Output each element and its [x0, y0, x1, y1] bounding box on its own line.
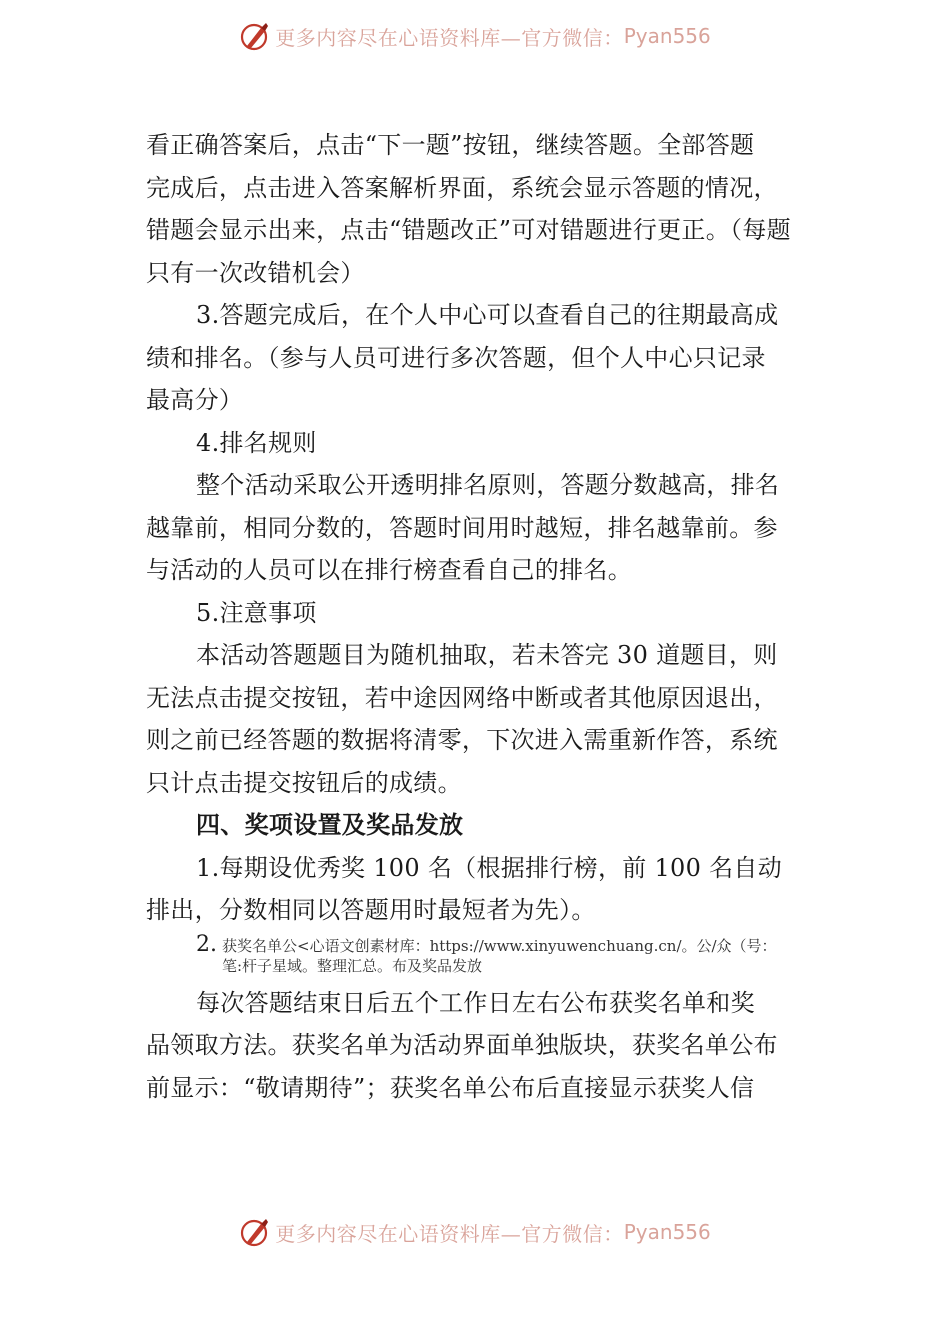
paragraph-line: 只计点击提交按钮后的成绩。 [146, 768, 462, 797]
paragraph-line: 只有一次改错机会） [146, 258, 365, 287]
header-wechat-id: Pyan556 [623, 24, 711, 48]
paragraph-line: 无法点击提交按钮，若中途因网络中断或者其他原因退出， [146, 683, 778, 712]
section-heading: 5.注意事项 [196, 598, 317, 627]
pen-logo-icon [239, 20, 271, 52]
footer-banner [0, 1212, 950, 1252]
footer-wechat-id: Pyan556 [623, 1220, 711, 1244]
paragraph-line: 3.答题完成后，在个人中心可以查看自己的往期最高成 [196, 301, 779, 329]
paragraph-line: 看正确答案后，点击“下一题”按钮，继续答题。全部答题 [146, 131, 755, 159]
footer-text: 更多内容尽在心语资料库—官方微信： [275, 1221, 624, 1246]
header-text: 更多内容尽在心语资料库—官方微信： [275, 25, 624, 50]
document-body [146, 124, 826, 1109]
chapter-heading: 四、奖项设置及奖品发放 [196, 810, 464, 839]
item-2-line-1: 获奖名单公<心语文创素材库：https://www.xinyuwenchuang.cn/。公/众（号： [222, 936, 777, 955]
paragraph-line: 与活动的人员可以在排行榜查看自己的排名。 [146, 556, 632, 584]
paragraph-line: 本活动答题题目为随机抽取，若未答完 30 道题目，则 [196, 641, 778, 669]
paragraph-line: 排出，分数相同以答题用时最短者为先）。 [146, 896, 596, 924]
header-banner [0, 16, 950, 56]
paragraph-line: 品领取方法。获奖名单为活动界面单独版块，获奖名单公布 [146, 1031, 778, 1059]
item-2-block [146, 931, 826, 978]
paragraph-line: 每次答题结束日后五个工作日左右公布获奖名单和奖 [196, 988, 755, 1017]
item-2-line-2: 笔:杆子星域。整理汇总。布及奖品发放 [222, 956, 483, 975]
paragraph-line: 完成后，点击进入答案解析界面，系统会显示答题的情况， [146, 173, 778, 202]
paragraph-line: 前显示：“敬请期待”；获奖名单公布后直接显示获奖人信 [146, 1073, 755, 1102]
paragraph-line: 整个活动采取公开透明排名原则，答题分数越高，排名 [196, 471, 780, 499]
paragraph-line: 则之前已经答题的数据将清零，下次进入需重新作答，系统 [146, 726, 778, 754]
paragraph-line: 错题会显示出来，点击“错题改正”可对错题进行更正。（每题 [146, 216, 791, 244]
paragraph-line: 绩和排名。（参与人员可进行多次答题，但个人中心只记录 [146, 343, 766, 372]
paragraph-line: 越靠前，相同分数的，答题时间用时越短，排名越靠前。参 [146, 513, 778, 542]
item-2-number: 2. [196, 931, 217, 957]
paragraph-line: 1.每期设优秀奖 100 名（根据排行榜，前 100 名自动 [196, 853, 783, 882]
pen-logo-icon [239, 1216, 271, 1248]
section-heading: 4.排名规则 [196, 428, 317, 457]
paragraph-line: 最高分） [146, 386, 244, 414]
